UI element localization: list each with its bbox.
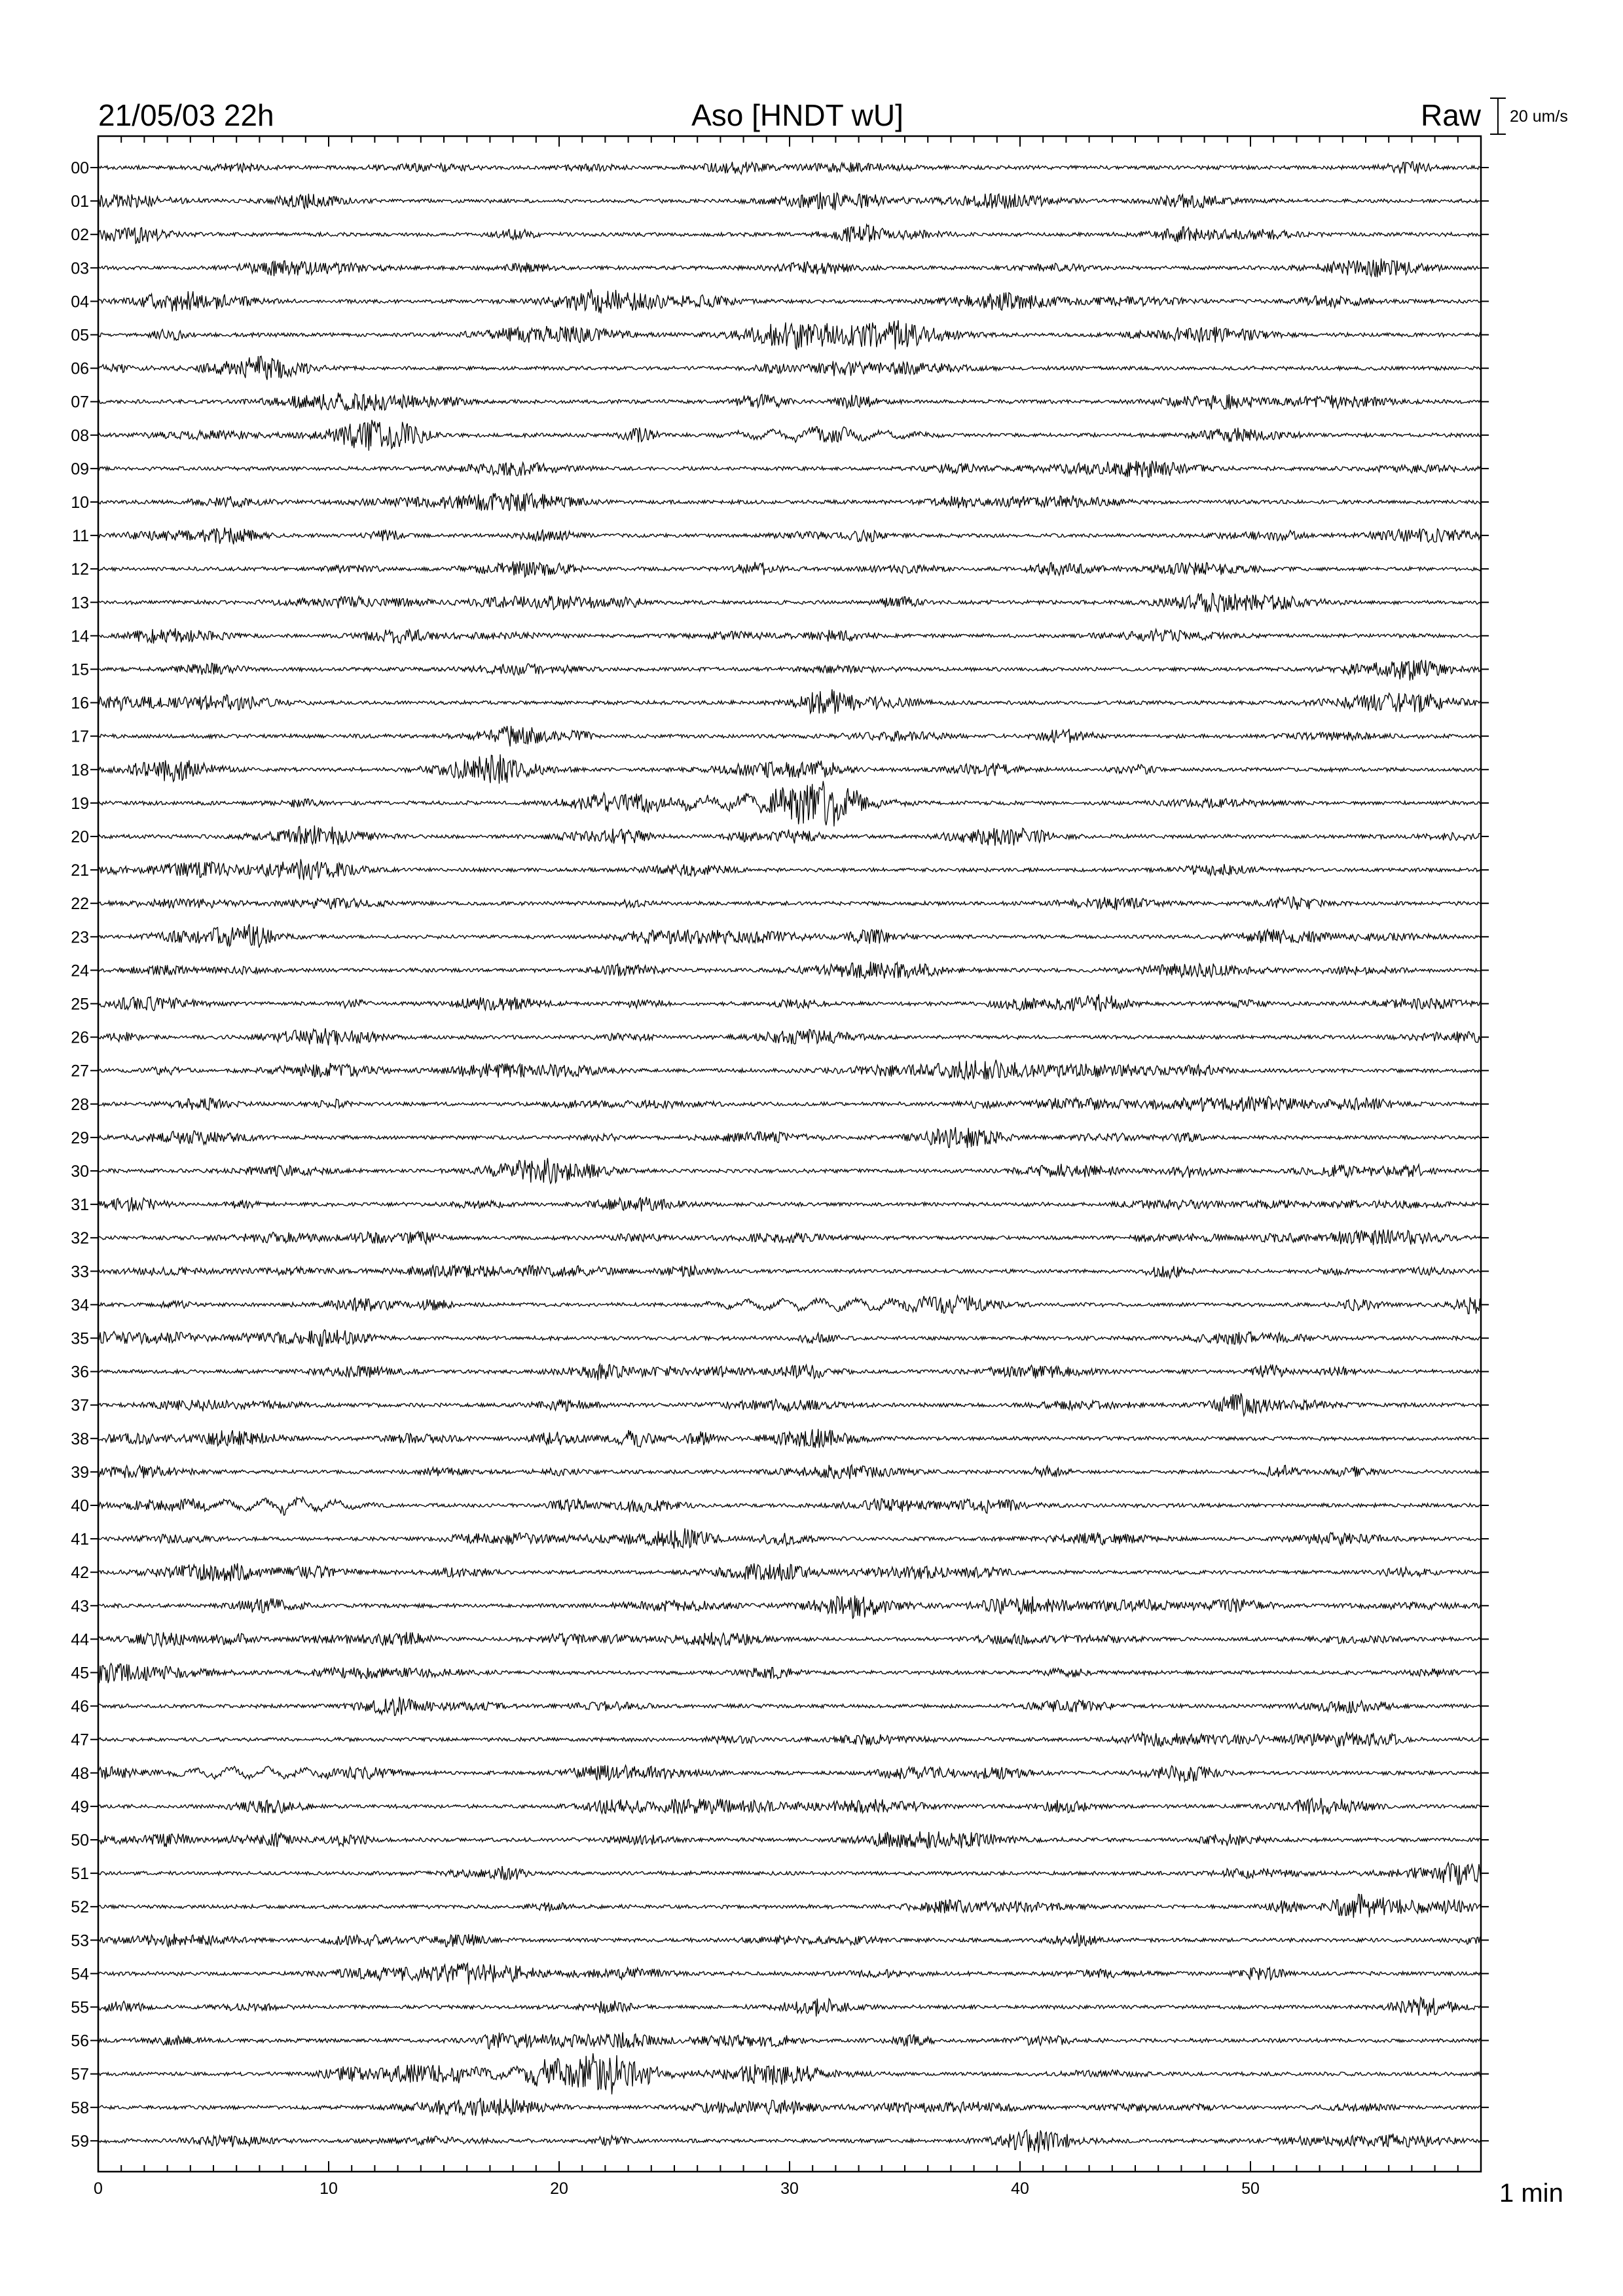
- row-label-06: 06: [71, 359, 89, 378]
- trace-row-02: [98, 224, 1481, 244]
- row-label-32: 32: [71, 1229, 89, 1248]
- trace-row-21: [98, 859, 1481, 880]
- trace-row-26: [98, 1028, 1481, 1045]
- row-label-50: 50: [71, 1831, 89, 1850]
- row-label-53: 53: [71, 1931, 89, 1950]
- row-label-41: 41: [71, 1530, 89, 1549]
- trace-row-43: [98, 1596, 1481, 1619]
- trace-row-42: [98, 1564, 1481, 1581]
- datetime-label: 21/05/03 22h: [98, 98, 274, 132]
- trace-row-04: [98, 289, 1481, 314]
- row-label-38: 38: [71, 1429, 89, 1448]
- trace-row-54: [98, 1964, 1481, 1984]
- row-label-21: 21: [71, 861, 89, 880]
- trace-row-01: [98, 192, 1481, 211]
- trace-row-29: [98, 1127, 1481, 1148]
- row-label-25: 25: [71, 995, 89, 1014]
- trace-row-50: [98, 1831, 1481, 1848]
- trace-row-17: [98, 726, 1481, 746]
- trace-row-05: [98, 320, 1481, 350]
- trace-row-20: [98, 825, 1481, 846]
- trace-row-47: [98, 1732, 1481, 1747]
- trace-row-33: [98, 1265, 1481, 1278]
- row-label-58: 58: [71, 2098, 89, 2117]
- row-label-37: 37: [71, 1396, 89, 1415]
- row-label-00: 00: [71, 159, 89, 177]
- row-label-31: 31: [71, 1196, 89, 1215]
- row-label-24: 24: [71, 961, 89, 980]
- trace-row-13: [98, 593, 1481, 612]
- row-label-17: 17: [71, 727, 89, 746]
- x-tick-label: 40: [1011, 2179, 1029, 2198]
- tick-group: [90, 136, 1489, 2172]
- trace-row-23: [98, 924, 1481, 948]
- row-label-29: 29: [71, 1128, 89, 1147]
- x-axis-label: 1 min: [1499, 2179, 1563, 2208]
- amplitude-scale-label: 20 um/s: [1510, 107, 1568, 126]
- row-label-48: 48: [71, 1764, 89, 1783]
- row-label-01: 01: [71, 192, 89, 211]
- trace-row-32: [98, 1230, 1481, 1246]
- trace-row-28: [98, 1096, 1481, 1111]
- row-label-56: 56: [71, 2032, 89, 2051]
- trace-row-48: [98, 1765, 1481, 1782]
- row-label-12: 12: [71, 560, 89, 579]
- x-tick-label: 10: [319, 2179, 338, 2198]
- trace-row-55: [98, 1998, 1481, 2017]
- row-label-40: 40: [71, 1497, 89, 1515]
- x-tick-label: 20: [550, 2179, 568, 2198]
- row-label-47: 47: [71, 1731, 89, 1749]
- x-tick-label: 30: [780, 2179, 799, 2198]
- trace-row-09: [98, 461, 1481, 477]
- row-label-51: 51: [71, 1865, 89, 1884]
- row-label-36: 36: [71, 1363, 89, 1382]
- trace-row-45: [98, 1664, 1481, 1683]
- row-label-52: 52: [71, 1898, 89, 1917]
- trace-row-53: [98, 1933, 1481, 1946]
- trace-row-12: [98, 561, 1481, 577]
- trace-row-15: [98, 660, 1481, 681]
- trace-row-34: [98, 1295, 1481, 1314]
- row-label-49: 49: [71, 1797, 89, 1816]
- row-label-23: 23: [71, 928, 89, 947]
- trace-row-46: [98, 1697, 1481, 1716]
- trace-row-16: [98, 689, 1481, 713]
- trace-row-14: [98, 628, 1481, 643]
- trace-row-59: [98, 2130, 1481, 2153]
- row-label-54: 54: [71, 1965, 89, 1984]
- trace-row-41: [98, 1528, 1481, 1549]
- row-label-57: 57: [71, 2065, 89, 2084]
- row-label-07: 07: [71, 393, 89, 412]
- row-label-18: 18: [71, 761, 89, 780]
- row-label-55: 55: [71, 1998, 89, 2017]
- trace-row-00: [98, 162, 1481, 174]
- row-label-59: 59: [71, 2132, 89, 2151]
- row-label-19: 19: [71, 794, 89, 813]
- trace-row-08: [98, 420, 1481, 451]
- row-label-43: 43: [71, 1597, 89, 1616]
- trace-row-06: [98, 356, 1481, 380]
- trace-row-10: [98, 493, 1481, 512]
- trace-row-40: [98, 1497, 1481, 1515]
- trace-row-58: [98, 2098, 1481, 2116]
- plot-frame: [98, 136, 1481, 2172]
- row-label-group: [71, 159, 89, 2151]
- trace-row-25: [98, 994, 1481, 1012]
- trace-row-38: [98, 1429, 1481, 1448]
- trace-row-57: [98, 2053, 1481, 2094]
- row-label-15: 15: [71, 660, 89, 679]
- row-label-42: 42: [71, 1564, 89, 1583]
- trace-row-03: [98, 259, 1481, 278]
- trace-row-36: [98, 1364, 1481, 1380]
- row-label-34: 34: [71, 1296, 89, 1315]
- row-label-22: 22: [71, 895, 89, 914]
- trace-row-35: [98, 1330, 1481, 1346]
- trace-row-19: [98, 781, 1481, 826]
- amplitude-scale-bar: [1490, 98, 1506, 134]
- row-label-09: 09: [71, 459, 89, 478]
- trace-row-22: [98, 897, 1481, 910]
- row-label-44: 44: [71, 1630, 89, 1649]
- row-label-02: 02: [71, 226, 89, 245]
- row-label-35: 35: [71, 1329, 89, 1348]
- row-label-33: 33: [71, 1263, 89, 1282]
- row-label-46: 46: [71, 1697, 89, 1716]
- trace-row-56: [98, 2032, 1481, 2049]
- trace-row-27: [98, 1060, 1481, 1080]
- trace-group: [98, 162, 1481, 2153]
- trace-row-39: [98, 1465, 1481, 1479]
- row-label-16: 16: [71, 694, 89, 713]
- row-label-05: 05: [71, 326, 89, 345]
- row-label-04: 04: [71, 293, 89, 312]
- trace-row-52: [98, 1894, 1481, 1918]
- row-label-20: 20: [71, 828, 89, 846]
- row-label-03: 03: [71, 259, 89, 278]
- row-label-13: 13: [71, 594, 89, 613]
- x-tick-label: 0: [94, 2179, 103, 2198]
- trace-row-18: [98, 755, 1481, 784]
- trace-row-49: [98, 1798, 1481, 1814]
- trace-row-31: [98, 1197, 1481, 1212]
- row-label-26: 26: [71, 1028, 89, 1047]
- station-title: Aso [HNDT wU]: [691, 98, 903, 132]
- row-label-14: 14: [71, 627, 89, 646]
- trace-row-37: [98, 1393, 1481, 1416]
- trace-row-51: [98, 1863, 1481, 1885]
- row-label-45: 45: [71, 1664, 89, 1683]
- row-label-08: 08: [71, 426, 89, 445]
- trace-row-11: [98, 528, 1481, 545]
- row-label-10: 10: [71, 493, 89, 512]
- row-label-11: 11: [72, 527, 89, 546]
- row-label-39: 39: [71, 1463, 89, 1482]
- row-label-30: 30: [71, 1162, 89, 1181]
- x-tick-label-group: [94, 2179, 1260, 2198]
- row-label-28: 28: [71, 1095, 89, 1114]
- x-tick-label: 50: [1241, 2179, 1260, 2198]
- row-label-27: 27: [71, 1062, 89, 1081]
- trace-row-44: [98, 1632, 1481, 1647]
- mode-label: Raw: [1420, 98, 1481, 132]
- trace-row-30: [98, 1158, 1481, 1183]
- trace-row-24: [98, 961, 1481, 978]
- trace-row-07: [98, 393, 1481, 411]
